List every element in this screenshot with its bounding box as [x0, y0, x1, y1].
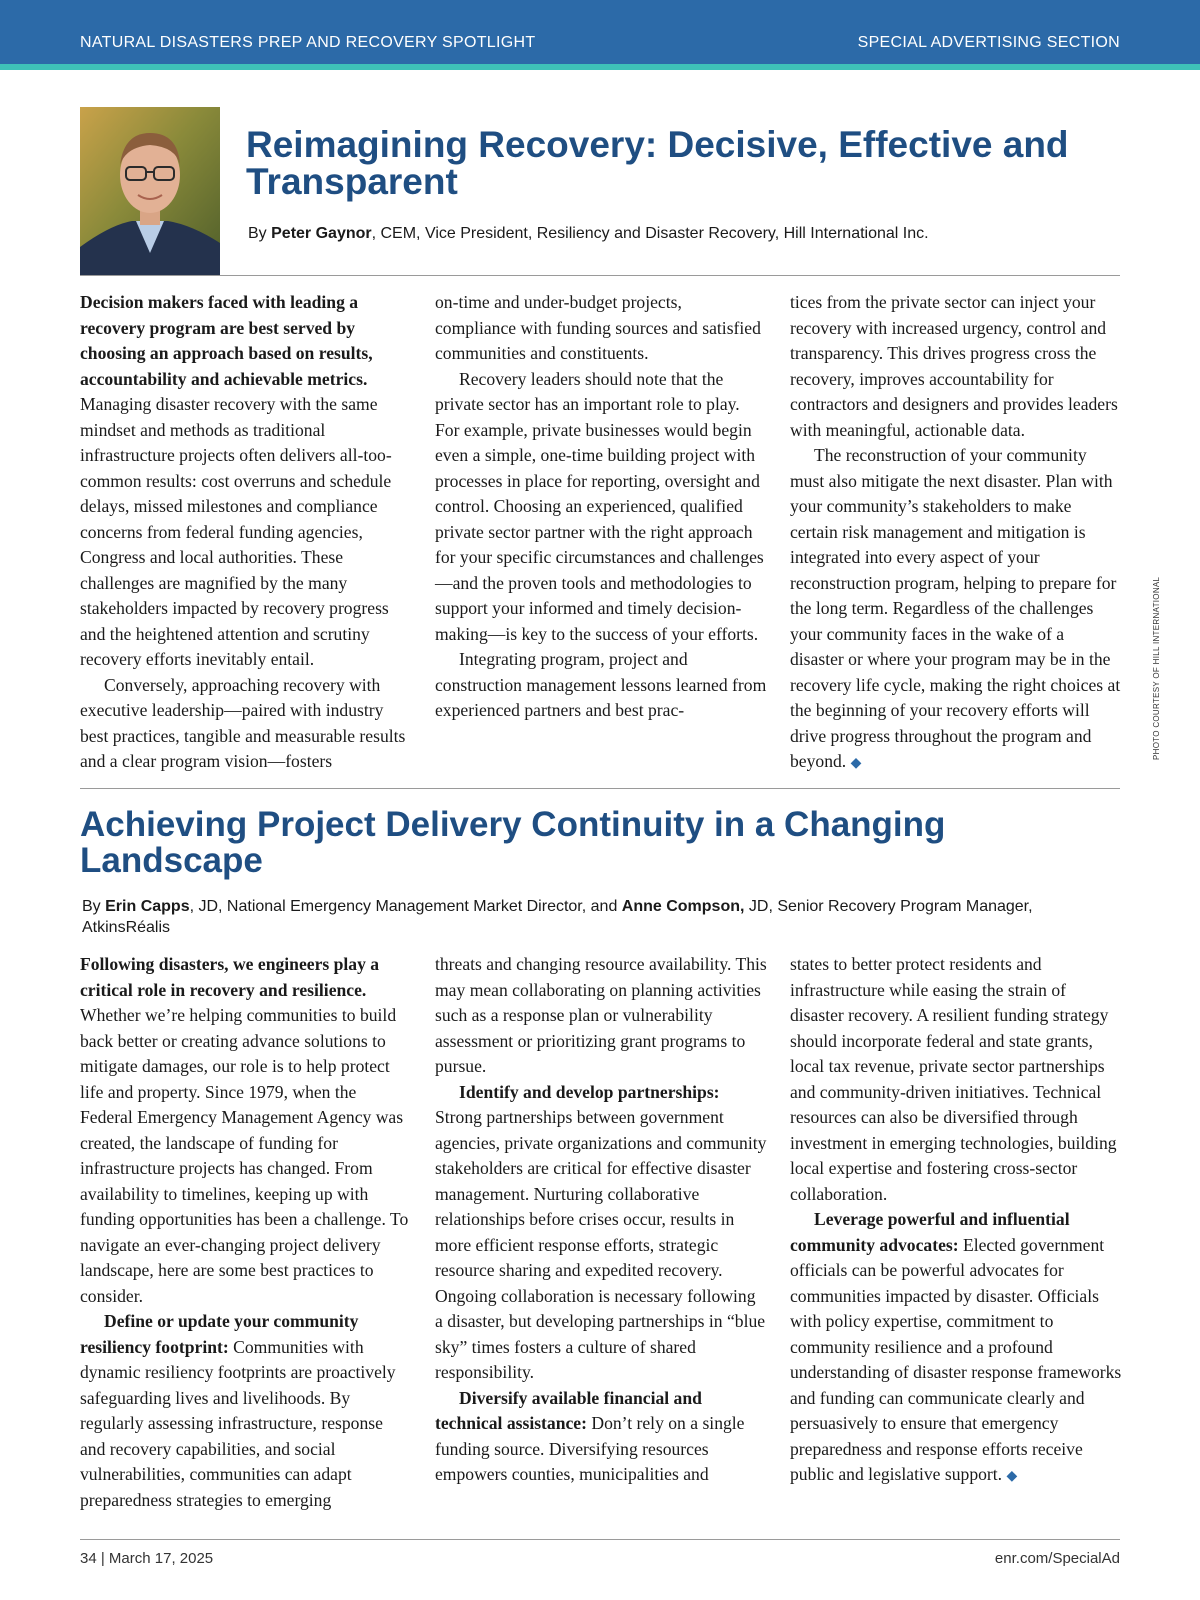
article2-paragraph: states to better protect residents and infrastructure while easing the strain of disaster recovery. A resilient funding strategy should incorporate federal and state grants, local tax revenue, private sector partnerships and community-driven initiatives. Technical resources can also be diversified through investment in emerging technologies, building local expertise and fostering cross-sector collaboration. [790, 954, 1117, 1204]
article2-author1-name: Erin Capps [105, 898, 190, 915]
article2-author2-name: Anne Compson, [621, 898, 745, 915]
article1-lead: Decision makers faced with leading a recovery program are best served by choosing an approach based on results, accountability and achievable metrics. [80, 292, 373, 389]
footer-rule [80, 1539, 1120, 1540]
article-divider-rule [80, 788, 1120, 789]
article2-byline: By Erin Capps, JD, National Emergency Management Market Director, and Anne Compson, JD, Senior Recovery Program Manager, AtkinsRéalis [82, 898, 1033, 936]
article1-byline: By Peter Gaynor, CEM, Vice President, Resiliency and Disaster Recovery, Hill International Inc. [248, 225, 929, 242]
article2-paragraph: threats and changing resource availability. This may mean collaborating on planning activities such as a response plan or vulnerability assessment or prioritizing grant programs to pursue. [435, 954, 767, 1076]
header-accent-stripe [0, 64, 1200, 70]
article2-subhead: Identify and develop partnerships: [459, 1081, 720, 1102]
article2-title: Achieving Project Delivery Continuity in a Changing Landscape [80, 805, 946, 880]
article2-subhead: Leverage powerful and influential community advocates: [790, 1209, 1070, 1255]
header-bar [0, 0, 1200, 64]
author-photo [80, 107, 220, 275]
article1-column-3: tices from the private sector can inject your recovery with increased urgency, control and transparency. This drives progress cross the recovery, improves accountability for contractors and designers and provides leaders with meaningful, actionable data. The reconstruction of your community must also mitigate the next disaster. Plan with your community’s stakeholders to make certain risk management and mitigation is integrated into every aspect of your reconstruction program, helping to prepare for the long term. Regardless of the challenges your community faces in the wake of a disaster or where your program may be in the recovery life cycle, making the right choices at the beginning of your recovery efforts will drive progress throughout the program and beyond. ◆ [790, 292, 1121, 771]
article1-top-rule [80, 275, 1120, 276]
end-diamond-icon: ◆ [850, 756, 862, 771]
end-diamond-icon: ◆ [1006, 1469, 1018, 1484]
article2-column-1: Following disasters, we engineers play a critical role in recovery and resilience. Whether we’re helping communities to build back better or creating advance solutions to mitigate damages, our role is to help protect life and property. Since 1979, when the Federal Emergency Management Agency was created, the landscape of funding for infrastructure projects has changed. From availability to timelines, keeping up with funding opportunities has been a challenge. To navigate an ever-changing project delivery landscape, here are some best practices to consider. Define or update your community resiliency footprint: Communities with dynamic resiliency footprints are proactively safeguarding lives and livelihoods. By regularly assessing infrastructure, response and recovery capabilities, and social vulnerabilities, communities can adapt preparedness strategies to emerging [80, 954, 409, 1510]
article1-paragraph: tices from the private sector can inject your recovery with increased urgency, control and transparency. This drives progress cross the recovery, improves accountability for contractors and designers and provides leaders with meaningful, actionable data. [790, 292, 1118, 440]
page-number-date: 34 | March 17, 2025 [80, 1550, 214, 1567]
section-label: NATURAL DISASTERS PREP AND RECOVERY SPOTLIGHT [80, 34, 536, 51]
article2-subhead: Diversify available financial and technical assistance: [435, 1387, 702, 1433]
article1-title: Reimagining Recovery: Decisive, Effective and Transparent [246, 124, 1069, 202]
article1-author-name: Peter Gaynor [271, 225, 372, 242]
advertising-label: SPECIAL ADVERTISING SECTION [857, 34, 1120, 51]
article2-column-3: states to better protect residents and infrastructure while easing the strain of disaster recovery. A resilient funding strategy should incorporate federal and state grants, local tax revenue, private sector partnerships and community-driven initiatives. Technical resources can also be diversified through investment in emerging technologies, building local expertise and fostering cross-sector collaboration. Leverage powerful and influential community advocates: Elected government officials can be powerful advocates for communities impacted by disaster. Officials with policy expertise, commitment to community resilience and a profound understanding of disaster response frameworks and funding can communicate clearly and persuasively to ensure that emergency preparedness and response efforts receive public and legislative support. ◆ [790, 954, 1122, 1484]
article2-subhead: Define or update your community resiliency footprint: [80, 1311, 359, 1357]
footer-url: enr.com/SpecialAd [994, 1550, 1120, 1567]
article1-column-2 [435, 290, 767, 724]
article2-column-2: threats and changing resource availability. This may mean collaborating on planning activities such as a response plan or vulnerability assessment or prioritizing grant programs to pursue. Identify and develop partnerships: Strong partnerships between government agencies, private organizations and community stakeholders are critical for effective disaster management. Nurturing collaborative relationships before crises occur, results in more efficient response efforts, strategic resource sharing and expedited recovery. Ongoing collaboration is necessary following a disaster, but developing partnerships in “blue sky” times fosters a culture of shared responsibility. Diversify available financial and technical assistance: Don’t rely on a single funding source. Diversifying resources empowers counties, municipalities and [435, 954, 767, 1484]
article2-lead: Following disasters, we engineers play a critical role in recovery and resilience. [80, 954, 380, 1000]
photo-credit: PHOTO COURTESY OF HILL INTERNATIONAL [1152, 576, 1161, 760]
article1-paragraph: on-time and under-budget projects, compliance with funding sources and satisfied communities and constituents. [435, 292, 761, 363]
article1-column-1: Decision makers faced with leading a recovery program are best served by choosing an approach based on results, accountability and achievable metrics. Managing disaster recovery with the same mindset and methods as traditional infrastructure projects often delivers all-too-common results: cost overruns and schedule delays, missed milestones and compliance concerns from federal funding agencies, Congress and local authorities. These challenges are magnified by the many stakeholders impacted by recovery progress and the heightened attention and scrutiny recovery efforts inevitably entail. Conversely, approaching recovery with executive leadership—paired with industry best practices, tangible and measurable results and a clear program vision—fosters [80, 290, 412, 775]
article1-paragraph: Integrating program, project and construction management lessons learned from experienced partners and best prac- [435, 649, 767, 720]
article1-paragraph: Recovery leaders should note that the private sector has an important role to play. For example, private businesses would begin even a simple, one-time building project with processes in place for reporting, oversight and control. Choosing an experienced, qualified private sector partner with the right approach for your specific circumstances and challenges—and the proven tools and methodologies to support your informed and timely decision-making—is key to the success of your efforts. [435, 368, 764, 644]
article1-paragraph: Conversely, approaching recovery with executive leadership—paired with industry best practices, tangible and measurable results and a clear program vision—fosters [80, 674, 406, 771]
